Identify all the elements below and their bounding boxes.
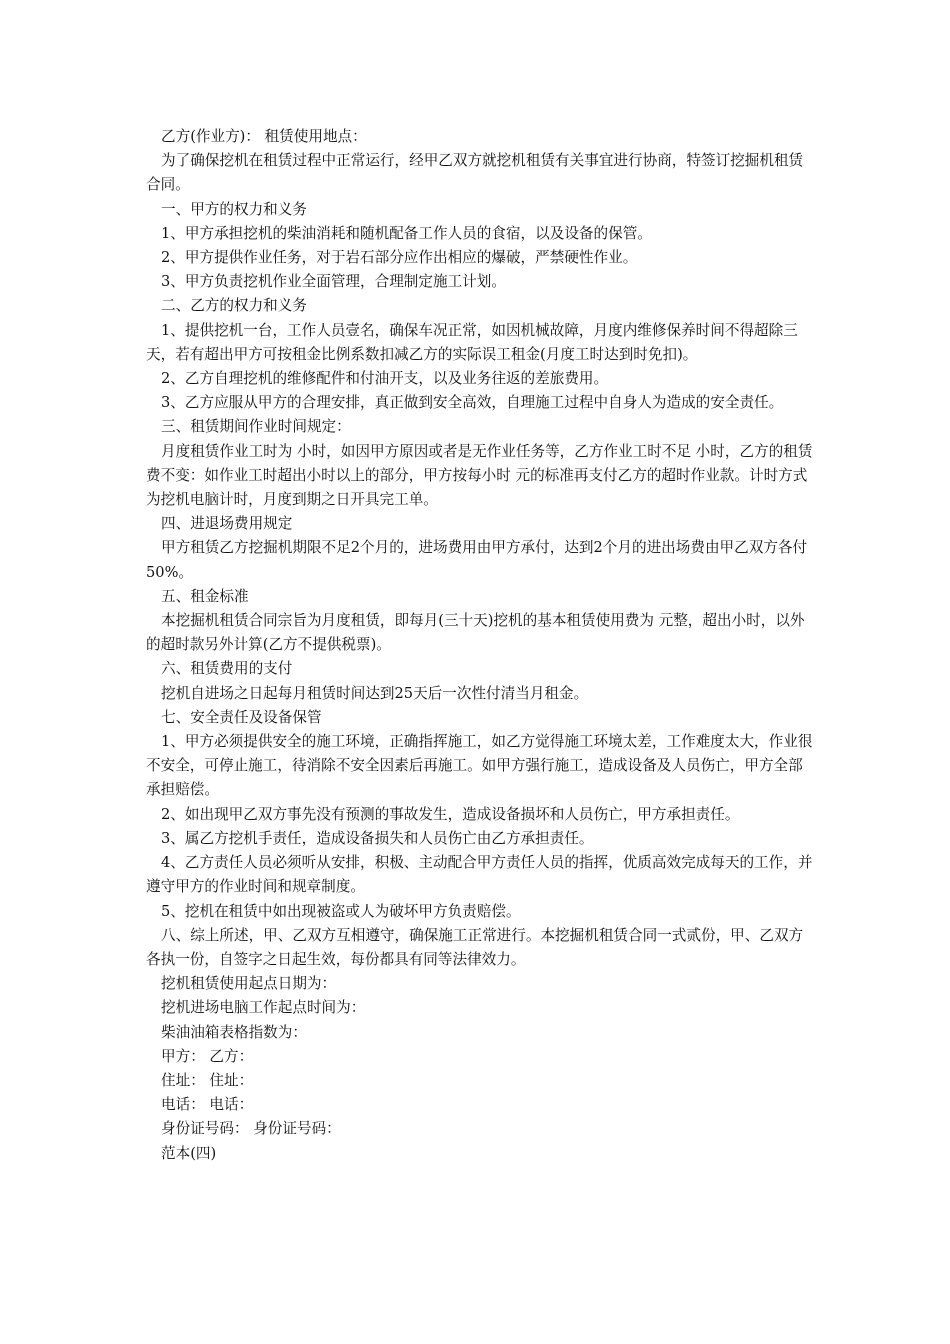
clause-paragraph: 甲方租赁乙方挖掘机期限不足2个月的，进场费用由甲方承付，达到2个月的进出场费由甲乙双方各付50%。 (146, 539, 808, 581)
template-label: 范本(四) (161, 1144, 217, 1162)
signature-field: 住址： 住址： (161, 1071, 254, 1089)
clause-paragraph: 1、提供挖机一台，工作人员壹名，确保车况正常，如因机械故障，月度内维修保养时间不得超除三天，若有超出甲方可按租金比例系数扣减乙方的实际误工租金(月度工时达到时免扣)。 (146, 321, 798, 363)
signature-field: 甲方： 乙方： (161, 1047, 254, 1065)
clause-paragraph: 3、乙方应服从甲方的合理安排，真正做到安全高效，自理施工过程中自身人为造成的安全责任。 (161, 394, 784, 412)
section-heading: 四、进退场费用规定 (161, 515, 293, 533)
signature-field: 柴油油箱表格指数为： (161, 1023, 307, 1041)
clause-paragraph: 5、挖机在租赁中如出现被盗或人为破坏甲方负责赔偿。 (161, 902, 521, 920)
clause-paragraph: 挖机自进场之日起每月租赁时间达到25天后一次性付清当月租金。 (161, 684, 589, 702)
clause-paragraph: 1、甲方承担挖机的柴油消耗和随机配备工作人员的食宿，以及设备的保管。 (161, 224, 652, 242)
clause-paragraph: 2、如出现甲乙双方事先没有预测的事故发生，造成设备损坏和人员伤亡，甲方承担责任。 (161, 805, 740, 823)
intro-paragraph: 为了确保挖机在租赁过程中正常运行，经甲乙双方就挖机租赁有关事宜进行协商，特签订挖掘机租赁合同。 (146, 152, 804, 194)
signature-field: 挖机进场电脑工作起点时间为： (161, 999, 366, 1017)
clause-paragraph: 本挖掘机租赁合同宗旨为月度租赁，即每月(三十天)挖机的基本租赁使用费为 元整，超出小时，以外的超时款另外计算(乙方不提供税票)。 (146, 612, 805, 654)
party-b-line: 乙方(作业方)： 租赁使用地点： (161, 128, 367, 145)
signature-field: 身份证号码： 身份证号码： (161, 1120, 341, 1138)
clause-paragraph: 1、甲方必须提供安全的施工环境，正确指挥施工，如乙方觉得施工环境太差，工作难度太大，作业很不安全，可停止施工，待消除不安全因素后再施工。如甲方强行施工，造成设备及人员伤亡，甲方全部承担赔偿。 (146, 733, 813, 799)
section-heading: 一、甲方的权力和义务 (161, 200, 307, 218)
signature-field: 挖机租赁使用起点日期为： (161, 975, 337, 993)
clause-paragraph: 2、乙方自理挖机的维修配件和付油开支，以及业务往返的差旅费用。 (161, 370, 609, 388)
section-heading: 二、乙方的权力和义务 (161, 297, 307, 315)
clause-paragraph: 4、乙方责任人员必须听从安排，积极、主动配合甲方责任人员的指挥，优质高效完成每天的工作，并遵守甲方的作业时间和规章制度。 (146, 854, 813, 896)
section-heading: 七、安全责任及设备保管 (161, 708, 322, 726)
section-heading: 五、租金标准 (161, 587, 249, 605)
document-body (146, 125, 816, 1166)
clause-paragraph: 月度租赁作业工时为 小时，如因甲方原因或者是无作业任务等，乙方作业工时不足 小时，乙方的租赁费不变：如作业工时超出小时以上的部分，甲方按每小时 元的标准再支付乙方的超时作业款。计时方式为挖机电脑计时，月度到期之日开具完工单。 (146, 442, 813, 509)
clause-paragraph: 2、甲方提供作业任务，对于岩石部分应作出相应的爆破，严禁硬性作业。 (161, 249, 638, 267)
signature-field: 电话： 电话： (161, 1096, 254, 1114)
clause-paragraph: 八、综上所述，甲、乙双方互相遵守，确保施工正常进行。本挖掘机租赁合同一式贰份，甲、乙双方各执一份，自签字之日起生效，每份都具有同等法律效力。 (146, 926, 804, 968)
clause-paragraph: 3、甲方负责挖机作业全面管理，合理制定施工计划。 (161, 273, 506, 291)
section-heading: 三、租赁期间作业时间规定： (161, 418, 351, 436)
clause-paragraph: 3、属乙方挖机手责任，造成设备损失和人员伤亡由乙方承担责任。 (161, 829, 594, 847)
section-heading: 六、租赁费用的支付 (161, 660, 293, 678)
